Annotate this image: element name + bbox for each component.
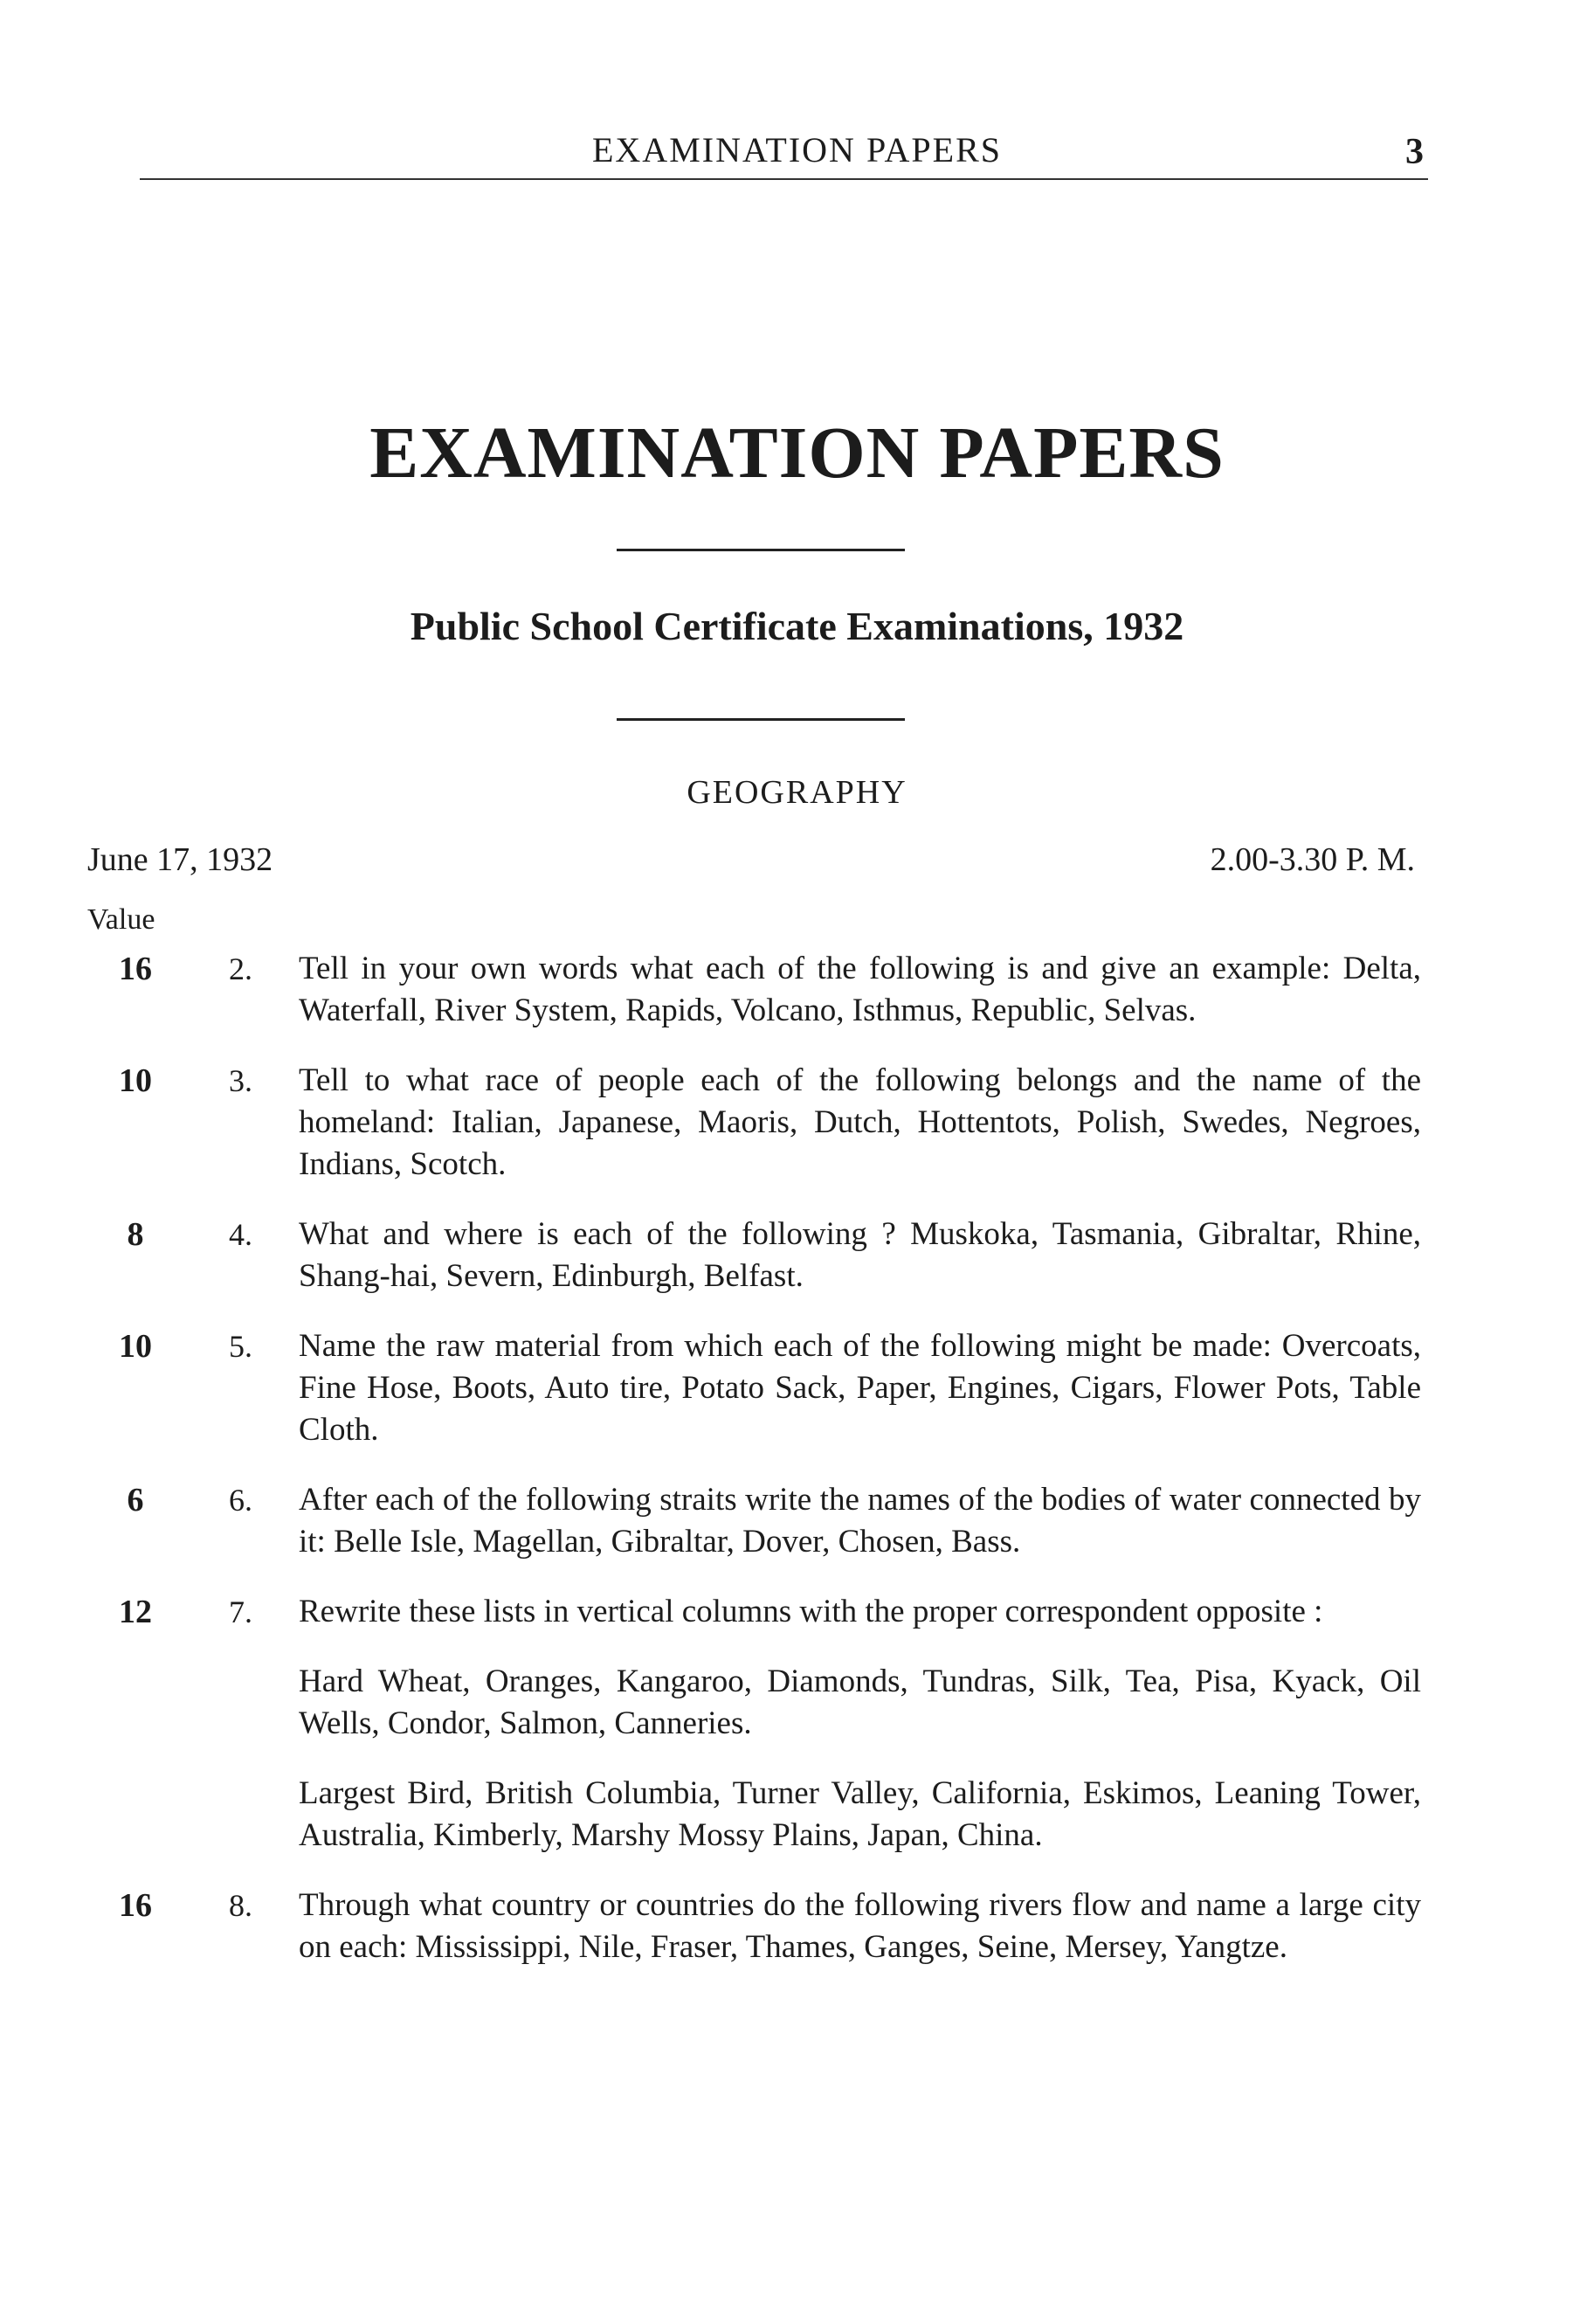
page-number: 3	[1405, 132, 1424, 172]
header-rule	[140, 178, 1428, 180]
title-divider	[617, 549, 905, 551]
exam-date: June 17, 1932	[87, 841, 273, 878]
question-value: 8	[127, 1216, 144, 1253]
question-number: 2.	[229, 951, 252, 986]
question-value: 6	[127, 1482, 144, 1518]
question-list-1: Hard Wheat, Oranges, Kangaroo, Diamonds, Tundras, Silk, Tea, Pisa, Kyack, Oil Wells, Condor, Salmon, Canneries.	[299, 1663, 1421, 1741]
running-title: EXAMINATION PAPERS	[591, 130, 1003, 169]
question-text: Through what country or countries do the following rivers flow and name a large city on each: Mississippi, Nile, Fraser, Thames, Ganges, Seine, Mersey, Yangtze.	[299, 1887, 1421, 1965]
question-text: What and where is each of the following ? Muskoka, Tasmania, Gibraltar, Rhine, Shang-hai, Severn, Edinburgh, Belfast.	[299, 1216, 1421, 1294]
question-8	[0, 1885, 1594, 1968]
question-text: Tell in your own words what each of the following is and give an example: Delta, Waterfall, River System, Rapids, Volcano, Isthmus, Republic, Selvas.	[299, 951, 1421, 1028]
question-number: 5.	[229, 1329, 252, 1364]
running-header	[0, 129, 1594, 182]
question-value: 16	[119, 951, 152, 987]
question-text: Rewrite these lists in vertical columns with the proper correspondent opposite :	[299, 1594, 1323, 1629]
question-text: Tell to what race of people each of the following belongs and the name of the homeland: Italian, Japanese, Maoris, Dutch, Hottentots, Polish, Swedes, Negroes, Indians, Scotch.	[299, 1062, 1421, 1182]
question-number: 6.	[229, 1483, 252, 1518]
question-6	[0, 1479, 1594, 1563]
question-text: After each of the following straits write the names of the bodies of water connected by it: Belle Isle, Magellan, Gibraltar, Dover, Chosen, Bass.	[299, 1482, 1421, 1560]
subtitle-divider	[617, 718, 905, 721]
question-list	[0, 948, 1594, 1996]
question-3	[0, 1060, 1594, 1186]
question-value: 10	[119, 1062, 152, 1099]
page-title: EXAMINATION PAPERS	[369, 412, 1225, 494]
exam-time: 2.00-3.30 P. M.	[1210, 841, 1415, 878]
question-value: 12	[119, 1594, 152, 1630]
exam-subtitle: Public School Certificate Examinations, 1932	[410, 604, 1184, 648]
question-list-2: Largest Bird, British Columbia, Turner Valley, California, Eskimos, Leaning Tower, Australia, Kimberly, Marshy Mossy Plains, Japan, China.	[299, 1775, 1421, 1853]
question-5	[0, 1325, 1594, 1451]
question-number: 3.	[229, 1063, 252, 1098]
question-4	[0, 1214, 1594, 1297]
question-number: 4.	[229, 1217, 252, 1252]
question-value: 16	[119, 1887, 152, 1924]
subject-heading: GEOGRAPHY	[687, 774, 907, 811]
question-number: 8.	[229, 1888, 252, 1923]
question-2	[0, 948, 1594, 1032]
value-column-heading: Value	[87, 903, 155, 936]
question-7	[0, 1591, 1594, 1857]
question-value: 10	[119, 1328, 152, 1365]
question-number: 7.	[229, 1594, 252, 1629]
question-text: Name the raw material from which each of the following might be made: Overcoats, Fine Hose, Boots, Auto tire, Potato Sack, Paper, Engines, Cigars, Flower Pots, Table Cloth.	[299, 1328, 1421, 1448]
